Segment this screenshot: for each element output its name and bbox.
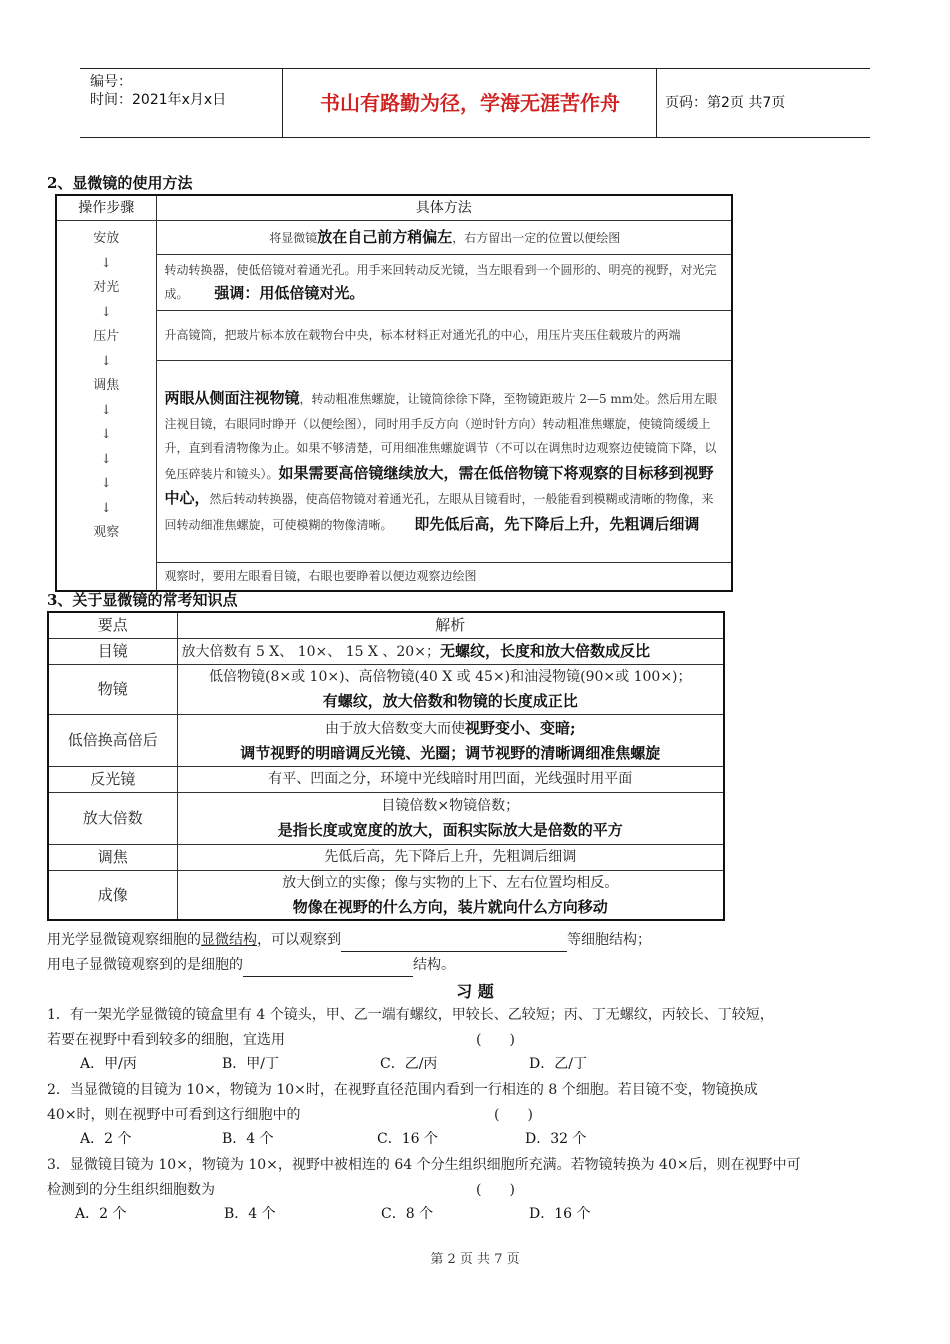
arrow: ↓ xyxy=(100,402,112,418)
header-meta xyxy=(90,73,226,109)
step-label: 观察 xyxy=(93,525,120,540)
page-header xyxy=(80,68,870,138)
row-explanation: 由于放大倍数变大而使视野变小、变暗; 调节视野的明暗调反光镜、光圈；调节视野的清晰调细准焦螺旋 xyxy=(177,714,724,766)
emphasis: 放在自己前方稍偏左 xyxy=(317,227,453,246)
row-key: 调焦 xyxy=(48,844,177,870)
method-focus: 两眼从侧面注视物镜，转动粗准焦螺旋，让镜筒徐徐下降，至物镜距玻片 2—5 mm处。然后用左眼注视目镜，右眼同时睁开（以便绘图），同时用手反方向（逆时针方向）转动粗准焦螺旋，使镜筒缓缓上升，直到看清物像为止。如果不够清楚，可用细准焦螺旋调节（不可以在调焦时边观察边使镜筒下降，以免压碎装片和镜头）。如果需要高倍镜继续放大，需在低倍物镜下将观察的目标移到视野中心，然后转动转换器，使高倍物镜对着通光孔，左眼从目镜看时，一般能看到模糊或清晰的物像，来回转动细准焦螺旋，可使模糊的物像清晰。 即先低后高，先下降后上升，先粗调后细调 xyxy=(156,361,732,563)
answer-paren: ( ) xyxy=(476,1032,515,1048)
emphasis: 强调：用低倍镜对光。 xyxy=(214,284,365,302)
emphasis: 如果需要高倍镜继续放大，需在低倍物镜下将观察的目标移到视野中心， xyxy=(164,463,714,507)
step-label: 压片 xyxy=(93,329,120,344)
option: D．32 个 xyxy=(525,1131,587,1147)
question-3-line-2: 检测到的分生组织细胞数为 xyxy=(47,1182,215,1198)
arrow: ↓ xyxy=(100,255,112,271)
question-2-line-1: 2．当显微镜的目镜为 10×，物镜为 10×时，在视野直径范围内看到一行相连的 8 个细胞。若目镜不变，物镜换成 xyxy=(47,1082,758,1098)
exercises-title: 习 题 xyxy=(456,982,494,1001)
usage-table xyxy=(55,194,733,592)
row-explanation: 低倍物镜(8×或 10×)、高倍物镜(40 X 或 45×)和油浸物镜(90×或 100×)； 有螺纹，放大倍数和物镜的长度成正比 xyxy=(177,664,724,714)
option: B．4 个 xyxy=(224,1206,276,1222)
option: C．16 个 xyxy=(377,1131,438,1147)
step-label: 调焦 xyxy=(93,378,120,393)
col-exp-header: 解析 xyxy=(177,612,724,638)
row-explanation: 放大倍数有 5 X、 10×、 15 X 、20×；无螺纹，长度和放大倍数成反比 xyxy=(177,638,724,664)
header-page-info: 页码：第2页 共7页 xyxy=(665,95,786,111)
method-slide: 升高镜筒，把玻片标本放在载物台中央，标本材料正对通光孔的中心，用压片夹压住载玻片的两端 xyxy=(156,311,732,361)
arrow: ↓ xyxy=(100,353,112,369)
arrow: ↓ xyxy=(100,451,112,467)
row-explanation: 有平、凹面之分，环境中光线暗时用凹面，光线强时用平面 xyxy=(177,766,724,792)
arrow: ↓ xyxy=(100,304,112,320)
option: B．4 个 xyxy=(222,1131,274,1147)
header-motto: 书山有路勤为径，学海无涯苦作舟 xyxy=(320,91,620,115)
page-footer: 第 2 页 共 7 页 xyxy=(430,1252,520,1267)
question-1-line-1: 1．有一架光学显微镜的镜盒里有 4 个镜头，甲、乙一端有螺纹，甲较长、乙较短；丙、丁无螺纹，丙较长、丁较短， xyxy=(47,1007,774,1023)
row-explanation: 先低后高，先下降后上升，先粗调后细调 xyxy=(177,844,724,870)
option: A．2 个 xyxy=(80,1131,132,1147)
time-label: 时间：2021年x月x日 xyxy=(90,92,227,108)
section2-title: 2、显微镜的使用方法 xyxy=(47,174,193,192)
fill-line-1: 用光学显微镜观察细胞的显微结构，可以观察到 等细胞结构； xyxy=(47,928,651,952)
arrow: ↓ xyxy=(100,427,112,442)
method-observe: 观察时，要用左眼看目镜，右眼也要睁着以便边观察边绘图 xyxy=(156,563,732,592)
question-1-line-2: 若要在视野中看到较多的细胞，宜选用 xyxy=(47,1032,285,1048)
emphasis: 两眼从侧面注视物镜 xyxy=(164,389,300,407)
header-divider xyxy=(656,69,657,137)
answer-paren: ( ) xyxy=(494,1107,533,1123)
option: D．乙/丁 xyxy=(529,1056,587,1072)
blank-field[interactable] xyxy=(243,960,413,977)
row-key: 成像 xyxy=(48,870,177,920)
option: D．16 个 xyxy=(529,1206,591,1222)
option: C．8 个 xyxy=(381,1206,434,1222)
option: C．乙/丙 xyxy=(380,1056,438,1072)
header-divider xyxy=(282,69,283,137)
option: A．2 个 xyxy=(75,1206,127,1222)
emphasis: 即先低后高，先下降后上升，先粗调后细调 xyxy=(414,514,700,533)
row-key: 反光镜 xyxy=(48,766,177,792)
row-explanation: 目镜倍数×物镜倍数； 是指长度或宽度的放大，面积实际放大是倍数的平方 xyxy=(177,792,724,844)
question-3-line-1: 3．显微镜目镜为 10×，物镜为 10×，视野中被相连的 64 个分生组织细胞所充满。若物镜转换为 40×后，则在视野中可 xyxy=(47,1157,801,1173)
option: A．甲/丙 xyxy=(80,1056,137,1072)
question-2-line-2: 40×时，则在视野中可看到这行细胞中的 xyxy=(47,1107,301,1123)
method-light: 转动转换器，使低倍镜对着通光孔。用手来回转动反光镜，当左眼看到一个圆形的、明亮的视野，对光完成。 强调：用低倍镜对光。 xyxy=(156,255,732,311)
section3-title: 3、关于显微镜的常考知识点 xyxy=(47,591,238,609)
blank-field[interactable] xyxy=(341,935,567,952)
answer-paren: ( ) xyxy=(476,1182,515,1198)
col-key-header: 要点 xyxy=(48,612,177,638)
step-column xyxy=(56,221,156,592)
row-key: 低倍换高倍后 xyxy=(48,714,177,766)
arrow: ↓ xyxy=(100,500,112,516)
col-step-header: 操作步骤 xyxy=(56,195,156,221)
row-key: 物镜 xyxy=(48,664,177,714)
row-key: 放大倍数 xyxy=(48,792,177,844)
col-method-header: 具体方法 xyxy=(156,195,732,221)
method-place: 将显微镜放在自己前方稍偏左，右方留出一定的位置以便绘图 xyxy=(156,221,732,255)
option: B．甲/丁 xyxy=(222,1056,280,1072)
row-explanation: 放大倒立的实像；像与实物的上下、左右位置均相反。 物像在视野的什么方向，装片就向什么方向移动 xyxy=(177,870,724,920)
row-key: 目镜 xyxy=(48,638,177,664)
number-label: 编号： xyxy=(90,74,132,90)
knowledge-table xyxy=(47,611,725,921)
step-label: 对光 xyxy=(93,280,120,295)
arrow: ↓ xyxy=(100,476,112,491)
fill-line-2: 用电子显微镜观察到的是细胞的 结构。 xyxy=(47,953,455,977)
step-label: 安放 xyxy=(93,231,120,246)
